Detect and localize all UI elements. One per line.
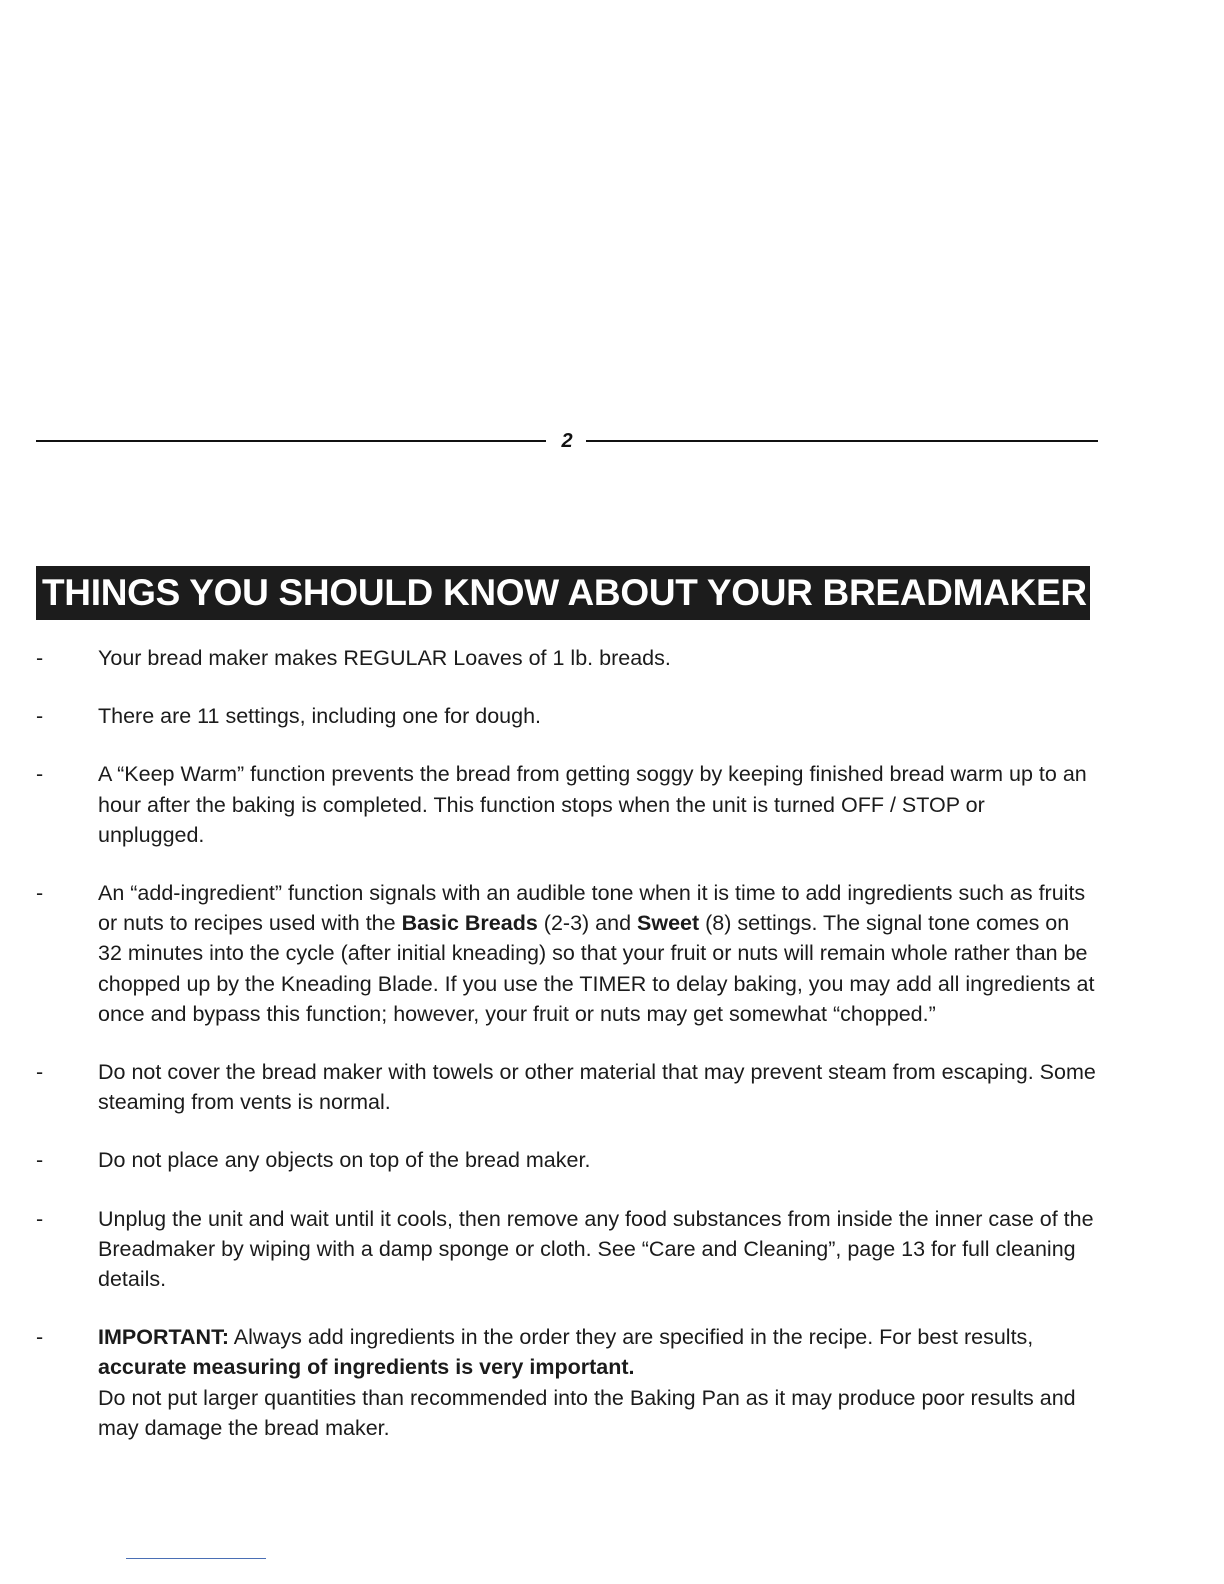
item-text: (2-3) and bbox=[537, 911, 637, 936]
item-text: A “Keep Warm” function prevents the bread from getting soggy by keeping finished bread warm up to an hour after the baking is completed. This function stops when the unit is turned OFF / STOP or unplugged. bbox=[98, 762, 1087, 847]
bullet-dash: - bbox=[36, 704, 44, 729]
item-text: Do not put larger quantities than recommended into the Baking Pan as it may produce poor results and may damage the bread maker. bbox=[98, 1385, 1076, 1440]
list-item bbox=[36, 643, 1096, 673]
item-text: Your bread maker makes REGULAR Loaves of 1 lb. breads. bbox=[98, 646, 671, 670]
item-text: Unplug the unit and wait until it cools, then remove any food substances from inside the inner case of the Breadmaker by wiping with a damp sponge or cloth. See “Care and Cleaning”, page 13 for full cleaning details. bbox=[98, 1206, 1094, 1292]
list-item bbox=[36, 878, 1096, 1029]
rule-left bbox=[36, 440, 546, 442]
page-number: 2 bbox=[561, 430, 573, 452]
list-item bbox=[36, 1204, 1096, 1295]
bullet-dash: - bbox=[36, 1060, 44, 1085]
important-label: IMPORTANT: bbox=[98, 1325, 229, 1350]
item-text: An “add-ingredient” function signals with an audible tone when it is time to add ingredients such as fruits or nuts to recipes used with the bbox=[98, 881, 1086, 936]
item-text: Do not cover the bread maker with towels or other material that may prevent steam from escaping. Some steaming from vents is normal. bbox=[98, 1060, 1096, 1115]
item-text: Do not place any objects on top of the bread maker. bbox=[98, 1148, 591, 1173]
list-item bbox=[36, 1057, 1096, 1117]
bullet-dash: - bbox=[36, 881, 44, 906]
section-title-banner: THINGS YOU SHOULD KNOW ABOUT YOUR BREADMAKER bbox=[36, 566, 1090, 620]
item-text: (8) settings. The signal tone comes on 32 minutes into the cycle (after initial kneading) so that your fruit or nuts will remain whole rather than be chopped up by the Kneading Blade. If you use the TIMER to delay baking, you may add all ingredients at once and bypass this function; however, your fruit or nuts may get somewhat “chopped.” bbox=[98, 911, 1095, 1026]
emphasis-text: accurate measuring of ingredients is very important. bbox=[98, 1355, 635, 1380]
list-item bbox=[36, 701, 1096, 731]
setting-name: Sweet bbox=[637, 911, 700, 936]
list-item bbox=[36, 759, 1096, 850]
list-item bbox=[36, 1322, 1096, 1443]
item-text: Always add ingredients in the order they are specified in the recipe. For best results, bbox=[228, 1325, 1034, 1350]
setting-name: Basic Breads bbox=[401, 911, 538, 936]
bottom-mark bbox=[126, 1558, 266, 1559]
rule-right bbox=[586, 440, 1098, 442]
bullet-dash: - bbox=[36, 1206, 44, 1231]
bullet-dash: - bbox=[36, 646, 44, 670]
item-text: There are 11 settings, including one for dough. bbox=[98, 704, 542, 729]
bullet-list bbox=[36, 643, 1096, 1471]
page-number-rule bbox=[36, 432, 1098, 450]
bullet-dash: - bbox=[36, 1148, 44, 1173]
bullet-dash: - bbox=[36, 762, 44, 787]
list-item bbox=[36, 1145, 1096, 1175]
bullet-dash: - bbox=[36, 1325, 44, 1350]
